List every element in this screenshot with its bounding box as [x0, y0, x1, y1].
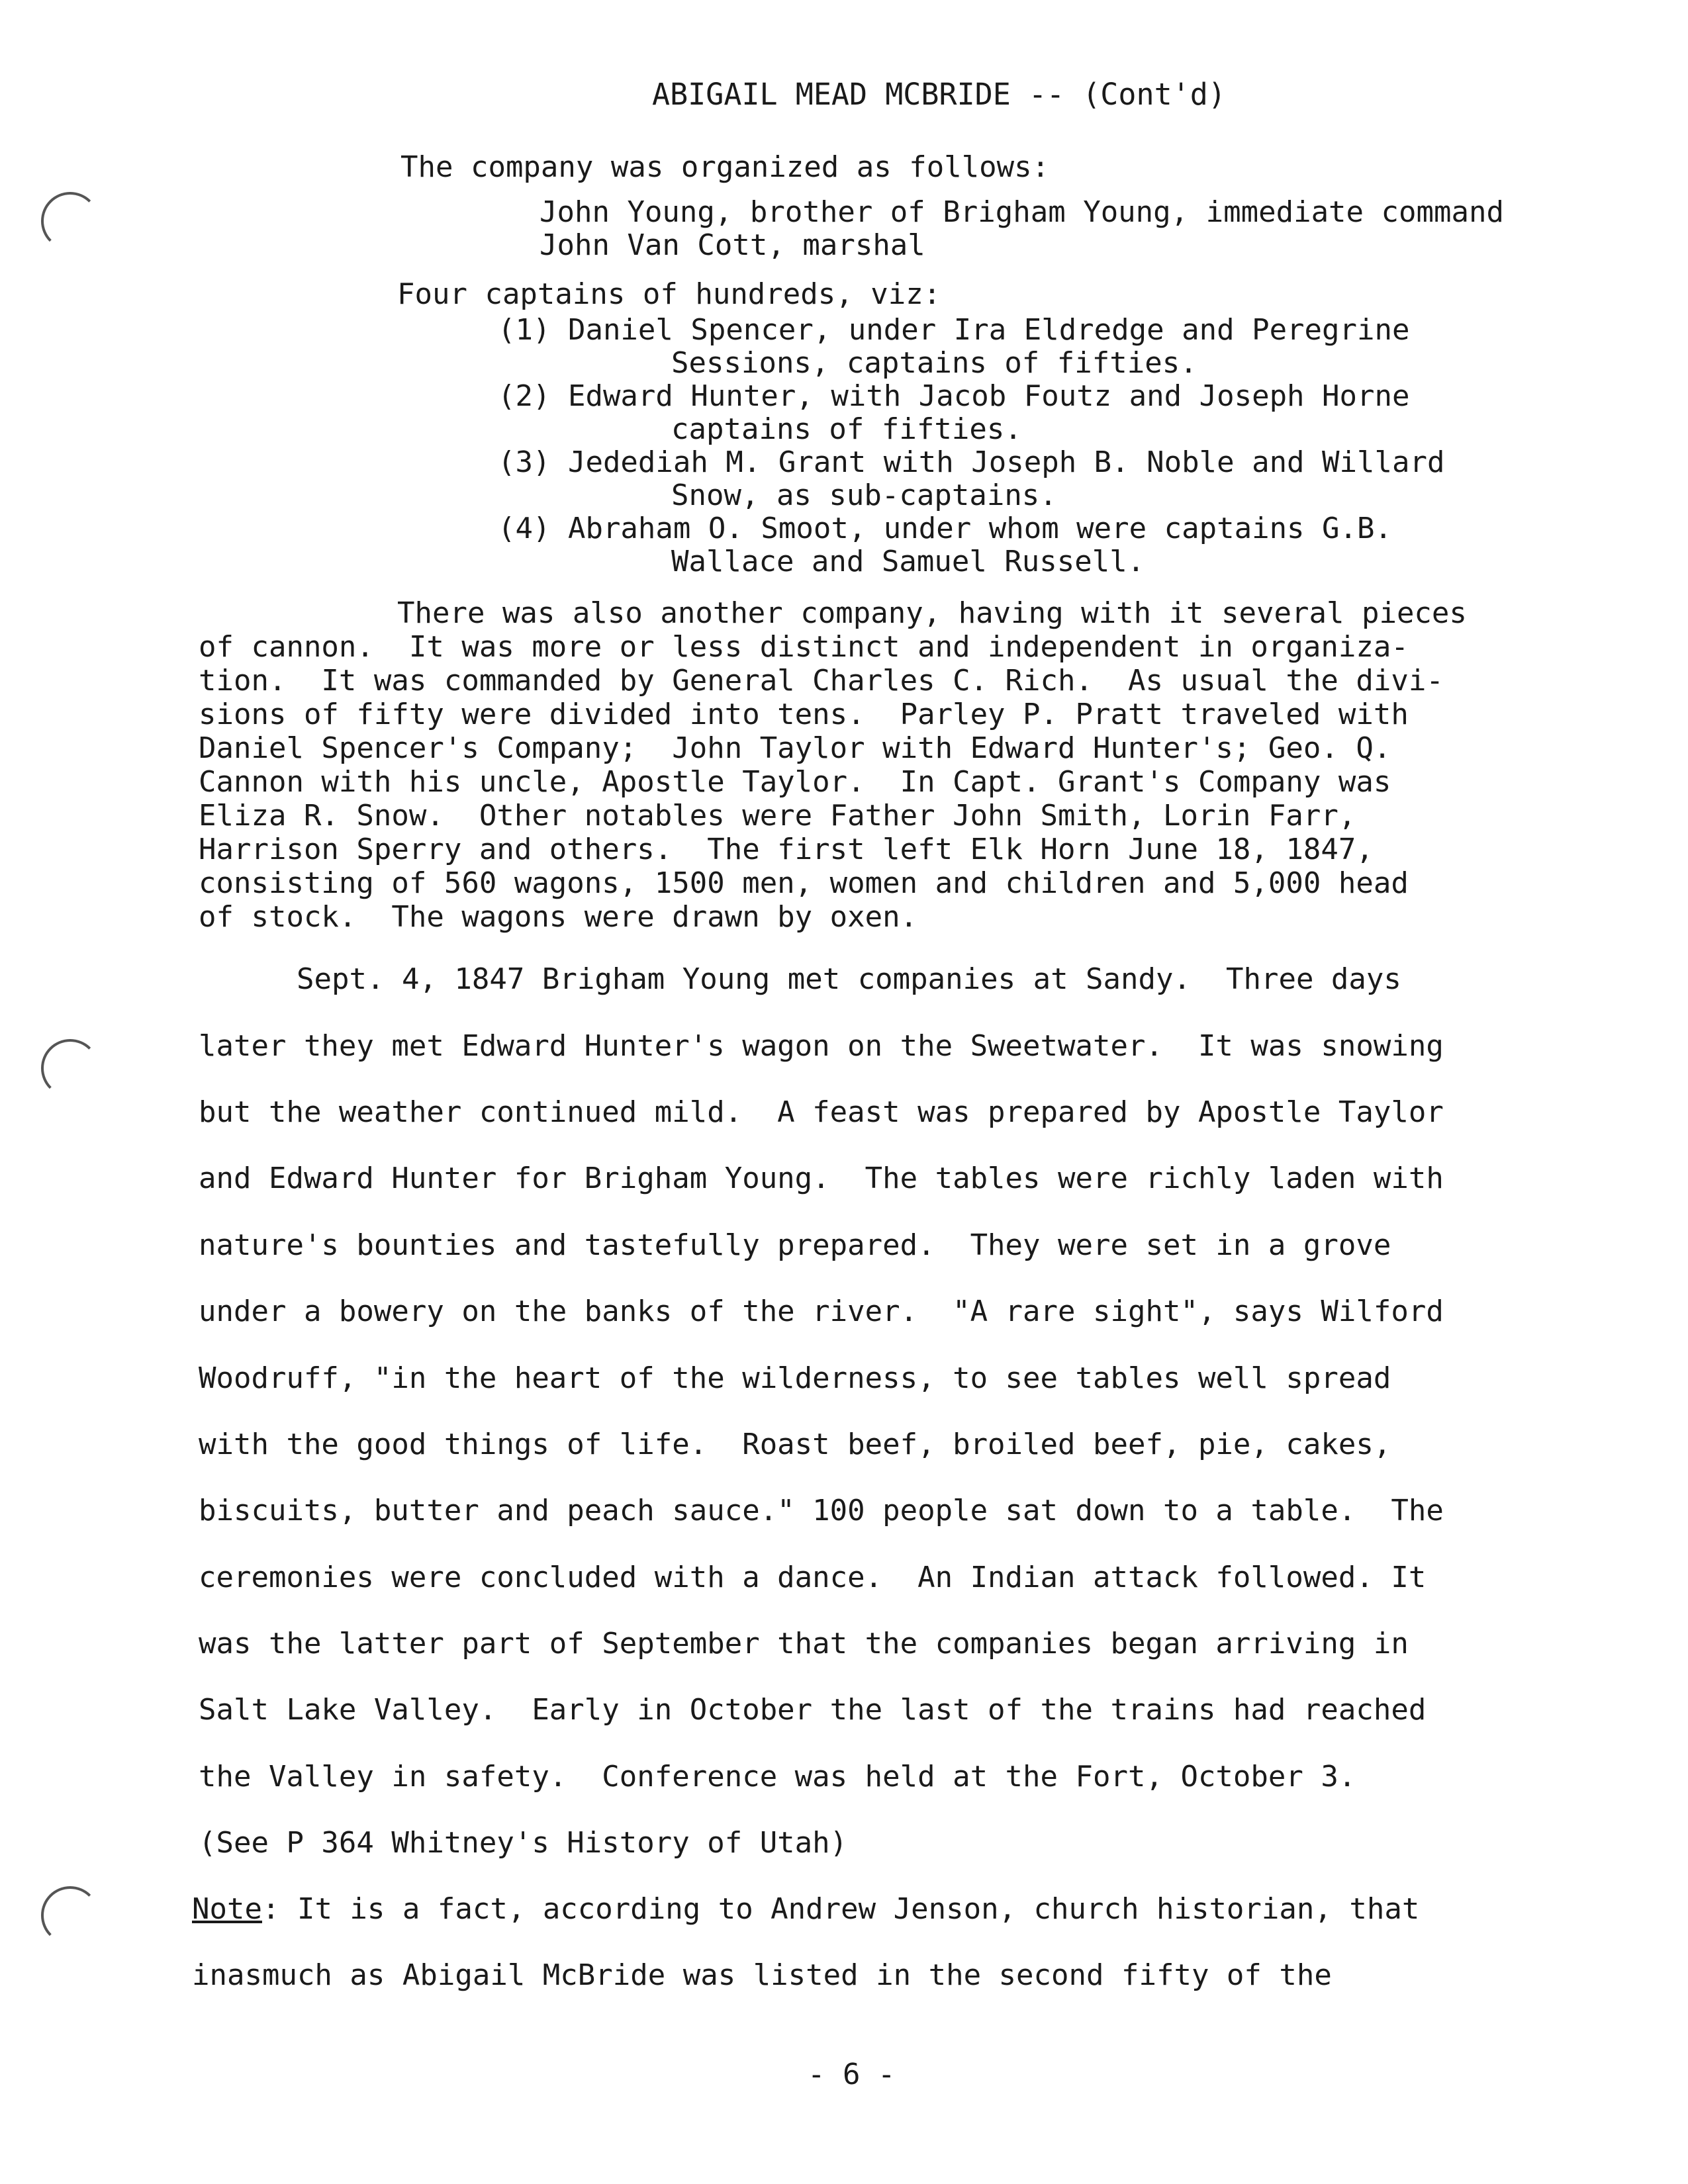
paragraph-line: nature's bounties and tastefully prepared. They were set in a grove	[199, 1228, 1391, 1262]
paragraph-line: Sept. 4, 1847 Brigham Young met companies at Sandy. Three days	[297, 962, 1401, 996]
captain-line: (2) Edward Hunter, with Jacob Foutz and Joseph Horne	[498, 379, 1410, 413]
captain-line: captains of fifties.	[671, 412, 1022, 446]
paragraph-line: Woodruff, "in the heart of the wilderness, to see tables well spread	[199, 1361, 1391, 1395]
paragraph-line: Daniel Spencer's Company; John Taylor with Edward Hunter's; Geo. Q.	[199, 731, 1391, 765]
paragraph-line: tion. It was commanded by General Charles C. Rich. As usual the divi-	[199, 664, 1444, 698]
note-text: : It is a fact, according to Andrew Jenson, church historian, that	[261, 1892, 1420, 1926]
punch-hole	[41, 1039, 99, 1097]
paragraph-line: There was also another company, having with it several pieces	[397, 596, 1467, 630]
paragraph-line: Cannon with his uncle, Apostle Taylor. In Capt. Grant's Company was	[199, 765, 1391, 799]
paragraph-line: of cannon. It was more or less distinct and independent in organiza-	[199, 630, 1409, 664]
captain-line: Snow, as sub-captains.	[671, 478, 1057, 512]
paragraph-line: with the good things of life. Roast beef, broiled beef, pie, cakes,	[199, 1428, 1391, 1461]
captain-line: (4) Abraham O. Smoot, under whom were captains G.B.	[498, 512, 1393, 545]
leader-line: John Young, brother of Brigham Young, immediate command	[539, 195, 1504, 229]
captain-line: Sessions, captains of fifties.	[671, 346, 1197, 380]
paragraph-line: under a bowery on the banks of the river. "A rare sight", says Wilford	[199, 1295, 1444, 1328]
paragraph-line: was the latter part of September that the companies began arriving in	[199, 1627, 1409, 1661]
punch-hole	[41, 1886, 99, 1944]
paragraph-line: and Edward Hunter for Brigham Young. The tables were richly laden with	[199, 1161, 1444, 1195]
paragraph-line: (See P 364 Whitney's History of Utah)	[199, 1826, 848, 1860]
paragraph-line: sions of fifty were divided into tens. Parley P. Pratt traveled with	[199, 698, 1409, 731]
note-line: inasmuch as Abigail McBride was listed in the second fifty of the	[192, 1958, 1332, 1992]
paragraph-line: but the weather continued mild. A feast was prepared by Apostle Taylor	[199, 1095, 1444, 1129]
paragraph-line: later they met Edward Hunter's wagon on the Sweetwater. It was snowing	[199, 1029, 1444, 1063]
captain-line: Wallace and Samuel Russell.	[671, 545, 1145, 578]
note-label: Note	[192, 1892, 262, 1926]
captain-line: (3) Jedediah M. Grant with Joseph B. Noble and Willard	[498, 445, 1445, 479]
leader-line: John Van Cott, marshal	[539, 228, 925, 262]
page-title: ABIGAIL MEAD MCBRIDE -- (Cont'd)	[652, 77, 1226, 112]
punch-hole	[41, 192, 99, 250]
paragraph-line: Eliza R. Snow. Other notables were Father John Smith, Lorin Farr,	[199, 799, 1356, 833]
paragraph-line: Harrison Sperry and others. The first left Elk Horn June 18, 1847,	[199, 833, 1374, 866]
note-line	[192, 1893, 1419, 1926]
paragraph-line: of stock. The wagons were drawn by oxen.	[199, 900, 918, 934]
captain-line: (1) Daniel Spencer, under Ira Eldredge and Peregrine	[498, 313, 1410, 347]
organization-intro: The company was organized as follows:	[400, 150, 1050, 184]
paragraph-line: ceremonies were concluded with a dance. An Indian attack followed. It	[199, 1561, 1427, 1594]
captains-intro: Four captains of hundreds, viz:	[397, 277, 941, 311]
paragraph-line: consisting of 560 wagons, 1500 men, women and children and 5,000 head	[199, 866, 1409, 900]
paragraph-line: Salt Lake Valley. Early in October the last of the trains had reached	[199, 1693, 1427, 1727]
paragraph-line: biscuits, butter and peach sauce." 100 people sat down to a table. The	[199, 1494, 1444, 1527]
paragraph-line: the Valley in safety. Conference was held at the Fort, October 3.	[199, 1760, 1356, 1794]
page-number: - 6 -	[808, 2058, 896, 2091]
